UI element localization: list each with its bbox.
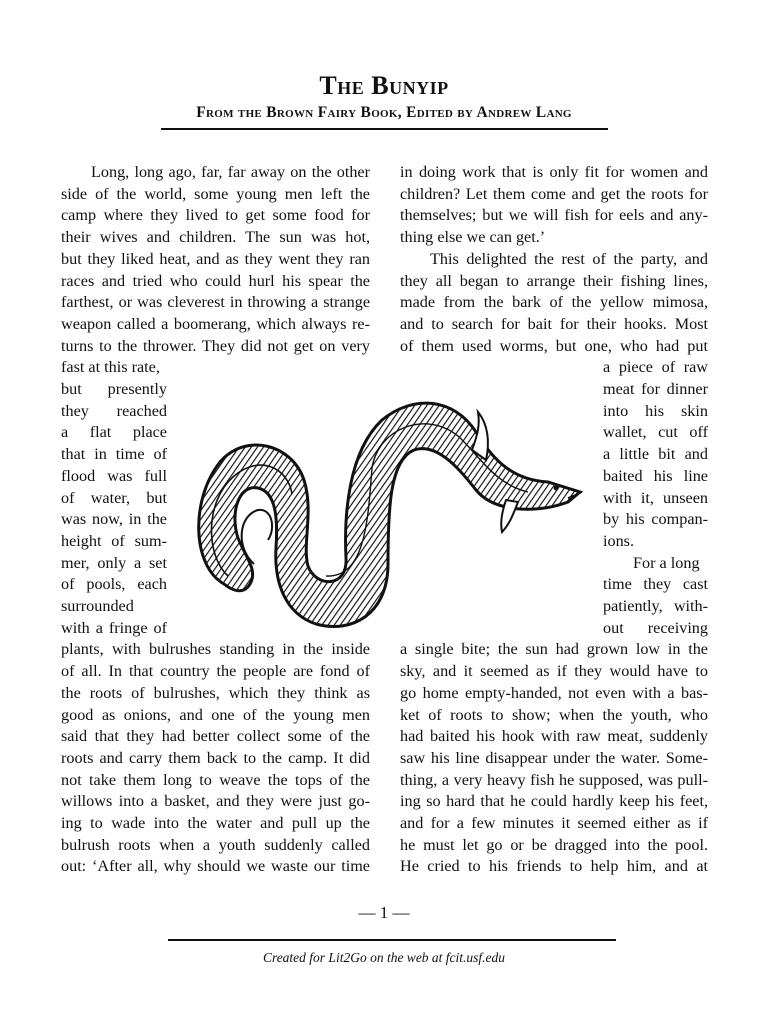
text-line: out receiving	[603, 618, 708, 637]
text-line: turns to the thrower. They did not get on very	[61, 336, 370, 355]
text-line: thing, a very heavy fish he supposed, was pull-	[400, 770, 708, 789]
text-line: farthest, or was cleverest in throwing a strange	[61, 293, 370, 312]
text-line: plants, with bulrushes standing in the inside	[61, 640, 370, 659]
eel-illustration	[176, 388, 592, 636]
text-line: ions.	[603, 531, 635, 550]
text-line: This delighted the rest of the party, and	[430, 249, 708, 268]
text-line: and for a few minutes it seemed either as if	[400, 814, 708, 832]
text-line: thing else we can get.’	[400, 228, 546, 247]
text-line: mer, only a set	[61, 553, 167, 572]
text-line: height of sum-	[61, 531, 167, 550]
text-line: surrounded	[61, 597, 134, 615]
text-line: and to search for bait for their hooks. Most	[400, 314, 708, 333]
text-line: roots and carry them back to the camp. It did	[61, 748, 370, 767]
text-line: go home empty-handed, not even with a bas-	[400, 683, 708, 702]
text-line: bulrush roots when a youth suddenly called	[61, 835, 370, 854]
text-line: out: ‘After all, why should we waste our time	[61, 857, 370, 876]
text-line: side of the world, some young men left the	[61, 184, 370, 203]
text-line: a piece of raw	[603, 358, 708, 377]
text-line: made from the bark of the yellow mimosa,	[400, 293, 708, 312]
text-line: fast at this rate,	[61, 358, 160, 377]
text-line: ing so hard that he could hardly keep his feet,	[400, 792, 708, 811]
text-line: ket of roots to show; when the youth, who	[400, 705, 708, 724]
text-line: willows into a basket, and they were just go-	[61, 792, 370, 811]
text-line: baited his line	[603, 466, 708, 485]
text-line: a little bit and	[603, 445, 708, 464]
text-line: but presently	[61, 380, 167, 398]
text-line: in doing work that is only fit for women and	[400, 163, 708, 181]
text-line: patiently, with-	[603, 597, 708, 615]
subtitle: From the Brown Fairy Book, Edited by Andrew Lang	[196, 104, 572, 121]
text-line: of pools, each	[61, 575, 167, 594]
text-line: saw his line disappear under the water. Some-	[400, 748, 708, 767]
text-line: children? Let them come and get the roots for	[400, 184, 708, 203]
footer-rule	[168, 939, 616, 941]
text-line: was now, in the	[61, 510, 167, 529]
text-line: with a fringe of	[61, 618, 167, 637]
text-line: said that they had better collect some of the	[61, 727, 370, 746]
text-line: of all. In that country the people are fond of	[61, 662, 370, 681]
text-line: flood was full	[61, 466, 167, 485]
text-line: good as onions, and one of the young men	[61, 705, 370, 724]
text-line: weapon called a boomerang, which always re-	[61, 314, 370, 333]
text-line: they all began to arrange their fishing lines,	[400, 271, 708, 290]
text-line: sky, and it seemed as if they would have to	[400, 662, 708, 681]
text-line: with it, unseen	[603, 488, 708, 507]
text-line: ing to wade into the water and pull up the	[61, 814, 370, 832]
text-line: but they liked heat, and as they went they ran	[61, 249, 370, 268]
text-line: the roots of bulrushes, which they think as	[61, 683, 370, 702]
text-line: He cried to his friends to help him, and at	[400, 857, 708, 876]
text-line: a flat place	[61, 423, 167, 442]
footer-credit: Created for Lit2Go on the web at fcit.usf.edu	[262, 950, 506, 965]
text-line: time they cast	[603, 575, 708, 594]
text-line: had baited his hook with raw meat, suddenly	[400, 727, 708, 746]
text-line: of water, but	[61, 488, 167, 507]
text-line: not take them long to weave the tops of the	[61, 770, 370, 789]
text-line: a single bite; the sun had grown low in the	[400, 640, 708, 659]
text-line: they reached	[61, 401, 167, 420]
text-line: For a long	[633, 553, 700, 572]
text-line: camp where they lived to get some food for	[61, 206, 370, 225]
title-rule	[161, 128, 608, 130]
text-line: of them used worms, but one, who had put	[400, 336, 708, 355]
text-line: races and tried who could hurl his spear the	[61, 271, 370, 290]
page-number: — 1 —	[358, 903, 410, 922]
text-line: wallet, cut off	[603, 423, 708, 442]
text-line: meat for dinner	[603, 380, 708, 398]
text-line: their wives and children. The sun was hot,	[61, 228, 370, 247]
text-line: that in time of	[61, 445, 167, 464]
text-line: by his compan-	[603, 510, 708, 529]
text-line: into his skin	[603, 401, 708, 420]
text-line: themselves; but we will fish for eels and any-	[400, 206, 708, 225]
text-line: Long, long ago, far, far away on the other	[91, 163, 370, 181]
page-title: The Bunyip	[319, 71, 449, 100]
text-line: he must let go or be dragged into the pool.	[400, 835, 708, 854]
